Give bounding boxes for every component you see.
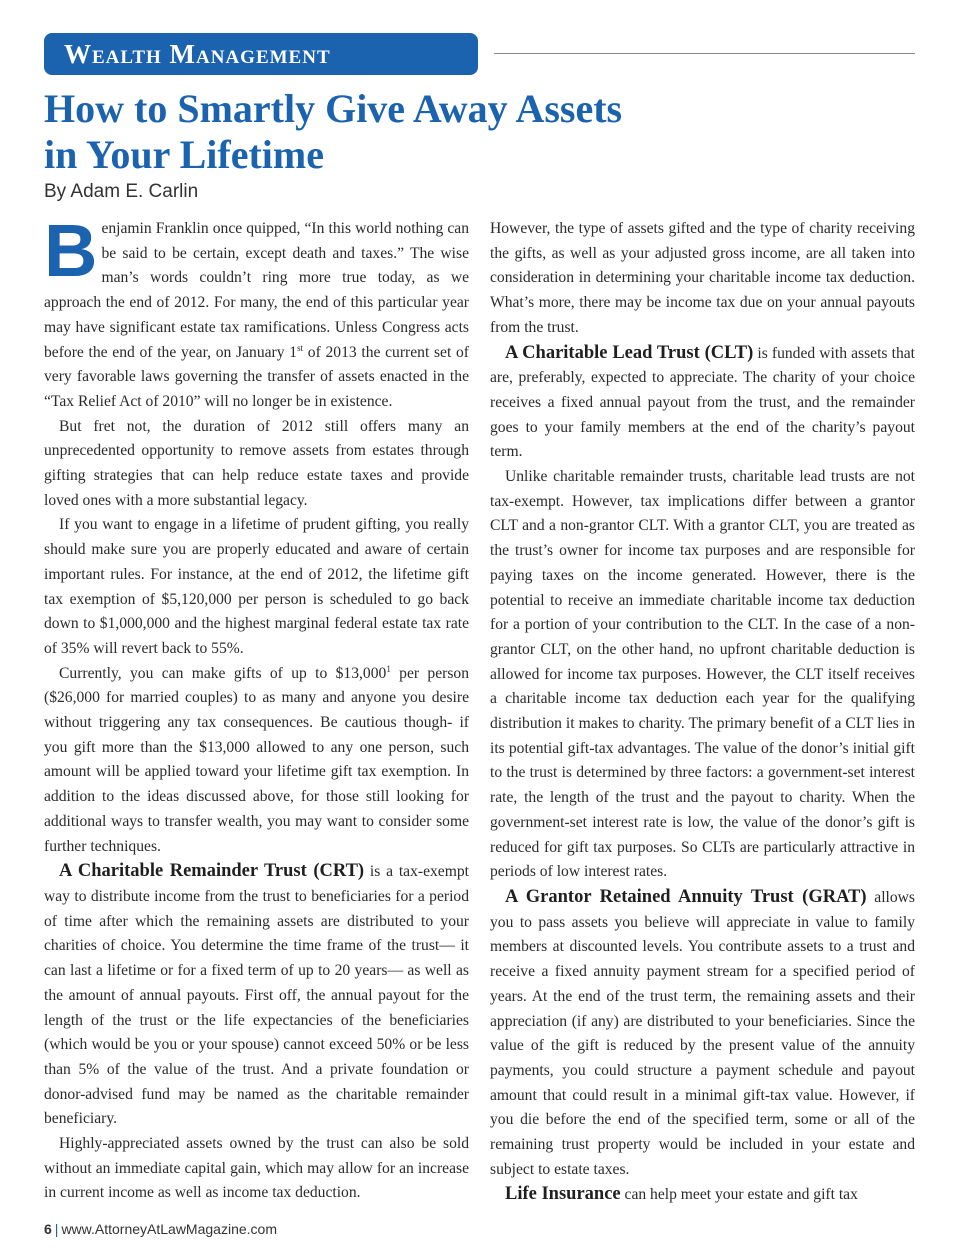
article-title: [44, 86, 764, 178]
paragraph-intro: [44, 209, 469, 415]
article-title-line-1: How to Smartly Give Away Assets: [44, 86, 623, 131]
article-title-line-2: in Your Lifetime: [44, 132, 324, 177]
page-number: 6: [44, 1221, 52, 1237]
paragraph: But fret not, the duration of 2012 still offers many an unprecedented opportunity to remove assets from estates through gifting strategies that can help reduce estate taxes and provide loved ones with a more substantial legacy.: [44, 417, 469, 509]
paragraph-text: allows you to pass assets you believe will appreciate in value to family members at discounted levels. You contribute assets to a trust and receive a fixed annuity payment stream for a specified period of years. At the end of the trust term, the remaining assets and their appreciation (if any) are distributed to your beneficiaries. Since the value of the gift is reduced by the present value of the annuity payments, you could structure a payment schedule and payout amount that could result in a minimal gift-tax value. However, if you die before the end of the specified term, some or all of the remaining trust property would be included in your estate and subject to estate taxes.: [490, 888, 915, 1178]
paragraph-text-b: per person ($26,000 for married couples) to as many and anyone you desire without triggering any tax consequences. Be cautious though- if you gift more than the $13,000 allowed to any one person, such amount will be applied toward your lifetime gift tax exemption. In addition to the ideas discussed above, for those still looking for additional ways to transfer wealth, you may want to consider some further techniques.: [44, 664, 469, 855]
paragraph: If you want to engage in a lifetime of prudent gifting, you really should make sure you are properly educated and aware of certain important rules. For instance, at the end of 2012, the lifetime gift tax exemption of $5,120,000 per person is scheduled to go back down to $1,000,000 and the highest marginal federal estate tax rate of 35% will revert back to 55%.: [44, 516, 469, 657]
lead-in-clt: A Charitable Lead Trust (CLT): [505, 342, 754, 363]
paragraph-grat: [490, 885, 915, 1182]
paragraph-life-insurance: [490, 1182, 915, 1208]
paragraph: However, the type of assets gifted and the type of charity receiving the gifts, as well as your adjusted gross income, are all taken into consideration in determining your charitable income tax deduction. What’s more, there may be income tax due on your annual payouts from the trust.: [490, 220, 915, 336]
page-footer: [44, 1221, 277, 1237]
header-rule: [494, 53, 915, 54]
paragraph-text: can help meet your estate and gift tax: [620, 1186, 858, 1204]
lead-in-life-insurance: Life Insurance: [505, 1184, 621, 1205]
lead-in-grat: A Grantor Retained Annuity Trust (GRAT): [505, 886, 867, 907]
article-column-left: [44, 209, 469, 1206]
paragraph-clt: [490, 341, 915, 466]
paragraph: Unlike charitable remainder trusts, charitable lead trusts are not tax-exempt. However, tax implications differ between a grantor CLT and a non-grantor CLT. With a grantor CLT, you are treated as the trust’s owner for income tax purposes and are responsible for paying taxes on the income generated. However, there is the potential to receive an immediate charitable income tax deduction for a portion of your contribution to the CLT. In the case of a non-grantor CLT, on the other hand, no upfront charitable deduction is allowed for income tax purposes. However, the CLT itself receives a charitable income tax deduction each year for the qualifying distribution it makes to charity. The primary benefit of a CLT lies in its potential gift-tax advantages. The value of the donor’s initial gift to the trust is determined by three factors: a government-set interest rate, the length of the trust and the payout to charity. When the government-set interest rate is low, the value of the donor’s gift is reduced for gift tax purposes. So CLTs are particularly attractive in periods of low interest rates.: [490, 468, 915, 881]
paragraph-text-a: Currently, you can make gifts of up to $13,000: [59, 664, 387, 682]
paragraph: [44, 662, 469, 860]
paragraph-text: is funded with assets that are, preferably, expected to appreciate. The charity of your choice receives a fixed annual payout from the trust, and the remainder goes to your family members at the end of the charity’s payout term.: [490, 344, 915, 461]
ordinal-superscript: st: [297, 342, 304, 353]
paragraph-text: is a tax-exempt way to distribute income from the trust to beneficiaries for a period of time after which the remaining assets are distributed to your charities of choice. You determine the time frame of the trust— it can last a lifetime or for a fixed term of up to 20 years— as well as the amount of annual payouts. First off, the annual payout for the length of the trust or the life expectancies of the beneficiaries (which would be you or your spouse) cannot exceed 50% or be less than 5% of the value of the trust. And a private foundation or donor-advised fund may be named as the charitable remainder beneficiary.: [44, 863, 469, 1128]
intro-text-b: of 2013 the current set of very favorable laws governing the transfer of assets enacted in the “Tax Relief Act of 2010” will no longer be in existence.: [44, 343, 469, 410]
drop-cap: B: [44, 209, 98, 292]
section-banner: Wealth Management: [44, 33, 478, 75]
byline: By Adam E. Carlin: [44, 181, 199, 202]
footer-separator: |: [54, 1221, 59, 1237]
article-column-right: [490, 217, 915, 1208]
paragraph-crt: [44, 859, 469, 1132]
footnote-marker: 1: [386, 663, 391, 674]
lead-in-crt: A Charitable Remainder Trust (CRT): [59, 861, 365, 882]
footer-website-link[interactable]: www.AttorneyAtLawMagazine.com: [61, 1221, 277, 1237]
paragraph: Highly-appreciated assets owned by the trust can also be sold without an immediate capital gain, which may allow for an increase in current income as well as income tax deduction.: [44, 1135, 469, 1202]
intro-text-a: enjamin Franklin once quipped, “In this world nothing can be said to be certain, except death and taxes.” The wise man’s words couldn’t ring more true today, as we approach the end of 2012. For many, the end of this particular year may have significant estate tax ramifications. Unless Congress acts before the end of the year, on January 1: [44, 220, 469, 361]
